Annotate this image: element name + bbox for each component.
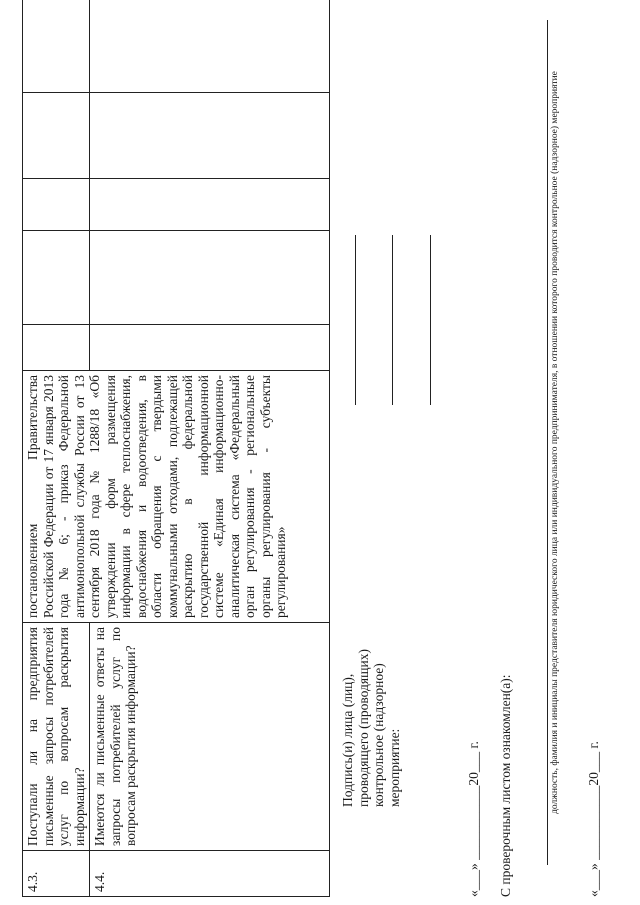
acknowledgement-date: «___» ___________20___ г. [586,741,601,897]
answer-cell [23,325,90,371]
answer-cell [90,0,330,93]
answer-cell [23,0,90,93]
signature-line [355,235,356,405]
legal-reference-part: - приказ Федеральной антимонопольной службы России от 13 сентября 2018 года № 1288/18 «Об утверждении форм размещения информации в сфере теплоснабжения, водоснабжения и водоотведения, в области обращения с твердыми коммунальными отходами, подлежащей раскрытию в федеральной государственной информационной системе «Единая информационно-аналитическая система «Федеральный орган регулирования - региональные органы регулирования - субъекты регулирования» [56,375,288,618]
answer-cell [23,231,90,325]
signature-line [430,235,431,405]
item-number: 4.4. [90,851,330,897]
inspector-signature-label: Подпись(и) лица (лиц), проводящего (проводящих) контрольное (надзорное) мероприятие: [340,649,402,807]
signature-date: «___» ___________20___ г. [466,741,481,897]
question-text: Поступали ли на предприятия письменные запросы потребителей услуг по вопросам раскрытия информации? [23,623,90,851]
item-number: 4.3. [23,851,90,897]
acknowledgement-label: С проверочным листом ознакомлен(а): [498,674,513,897]
table-row [23,0,90,897]
question-text: Имеются ли письменные ответы на запросы потребителей услуг по вопросам раскрытия информации? [90,623,330,851]
checklist-table [22,0,330,897]
answer-cell [23,93,90,179]
answer-cell [23,179,90,231]
signature-line [392,235,393,405]
legal-reference-part: постановлением Правительства Российской Федерации от 17 января 2013 года № 6; [25,375,71,618]
answer-cell [90,179,330,231]
legal-reference [23,371,330,623]
answer-cell [90,325,330,371]
answer-cell [90,231,330,325]
acknowledgement-footnote: должность, фамилия и инициалы представителя юридического лица или индивидуального предпринимателя, в отношении которого проводится контрольное (надзорное) мероприятие [550,71,560,814]
acknowledgement-line [547,20,548,865]
answer-cell [90,93,330,179]
